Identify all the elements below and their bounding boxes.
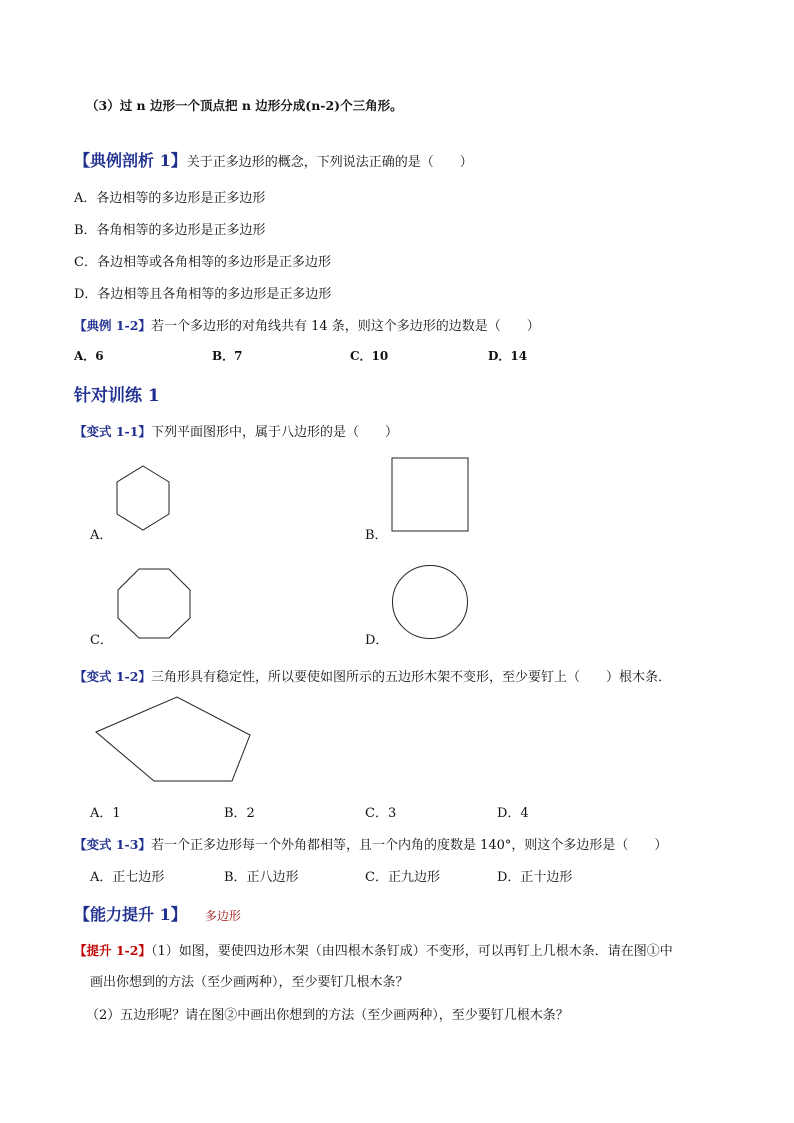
example-1-2-option-d: D．14 — [488, 349, 528, 363]
variant-1-2-option-b: B．2 — [224, 806, 255, 821]
lift-1-2-line-2: 画出你想到的方法（至少画两种），至少要钉几根木条？ — [90, 975, 409, 990]
example-1-tag: 【典例剖析 1】 — [74, 151, 187, 170]
ability-header — [74, 902, 241, 925]
variant-1-2-option-d: D．4 — [497, 806, 529, 821]
variant-1-3-option-b: B．正八边形 — [224, 870, 299, 885]
variant-1-2-tag: 【变式 1-2】 — [74, 669, 151, 684]
square-figure — [391, 457, 469, 533]
variant-1-3-option-a: A．正七边形 — [90, 870, 165, 885]
variant-1-1-question: 下列平面图形中，属于八边形的是（ ） — [150, 425, 398, 440]
variant-1-1-header — [74, 421, 398, 440]
variant-1-2-option-c: C．3 — [365, 806, 397, 821]
lift-1-2-line-3: （2）五边形呢？请在图②中画出你想到的方法（至少画两种），至少要钉几根木条？ — [86, 1008, 569, 1023]
circle-figure — [391, 564, 469, 640]
example-1-option-d: D．各边相等且各角相等的多边形是正多边形 — [74, 287, 332, 302]
lift-1-2-tag: 【提升 1-2】 — [74, 943, 151, 958]
variant-1-1-label-a: A． — [90, 528, 113, 543]
variant-1-3-header — [74, 834, 667, 853]
example-1-2-option-c: C．10 — [350, 349, 389, 363]
ability-tag: 【能力提升 1】 — [74, 905, 187, 924]
variant-1-2-option-a: A．1 — [90, 806, 121, 821]
example-1-option-c: C．各边相等或各角相等的多边形是正多边形 — [74, 255, 331, 270]
example-1-2-header — [74, 315, 540, 334]
example-1-header — [74, 148, 473, 171]
example-1-2-tag: 【典例 1-2】 — [74, 318, 151, 333]
hexagon-figure — [115, 465, 171, 531]
variant-1-2-question: 三角形具有稳定性，所以要使如图所示的五边形木架不变形，至少要钉上（ ）根木条． — [150, 670, 671, 685]
variant-1-3-question: 若一个正多边形每一个外角都相等，且一个内角的度数是 140°，则这个多边形是（ ） — [150, 838, 668, 853]
variant-1-1-label-b: B． — [365, 528, 388, 543]
example-1-option-b: B．各角相等的多边形是正多边形 — [74, 223, 266, 238]
variant-1-2-header — [74, 666, 671, 685]
variant-1-1-label-d: D． — [365, 633, 389, 648]
lift-1-2-line-1 — [74, 940, 673, 959]
ability-topic: 多边形 — [204, 909, 241, 923]
variant-1-1-tag: 【变式 1-1】 — [74, 424, 151, 439]
example-1-question: 关于正多边形的概念，下列说法正确的是（ ） — [186, 155, 473, 170]
variant-1-1-label-c: C． — [90, 633, 113, 648]
example-1-2-question: 若一个多边形的对角线共有 14 条，则这个多边形的边数是（ ） — [150, 319, 540, 334]
variant-1-3-tag: 【变式 1-3】 — [74, 837, 151, 852]
example-1-option-a: A．各边相等的多边形是正多边形 — [74, 191, 266, 206]
section-training-heading: 针对训练 1 — [74, 386, 160, 406]
variant-1-3-option-d: D．正十边形 — [497, 870, 573, 885]
example-1-2-option-b: B．7 — [212, 349, 243, 363]
variant-1-3-option-c: C．正九边形 — [365, 870, 440, 885]
lift-1-2-text-1: （1）如图，要使四边形木架（由四根木条钉成）不变形，可以再钉上几根木条．请在图①中 — [150, 944, 673, 959]
intro-line: （3）过 n 边形一个顶点把 n 边形分成(n-2)个三角形。 — [86, 98, 403, 113]
example-1-2-option-a: A．6 — [74, 349, 104, 363]
octagon-figure — [116, 568, 192, 640]
pentagon-frame-figure — [94, 695, 252, 783]
